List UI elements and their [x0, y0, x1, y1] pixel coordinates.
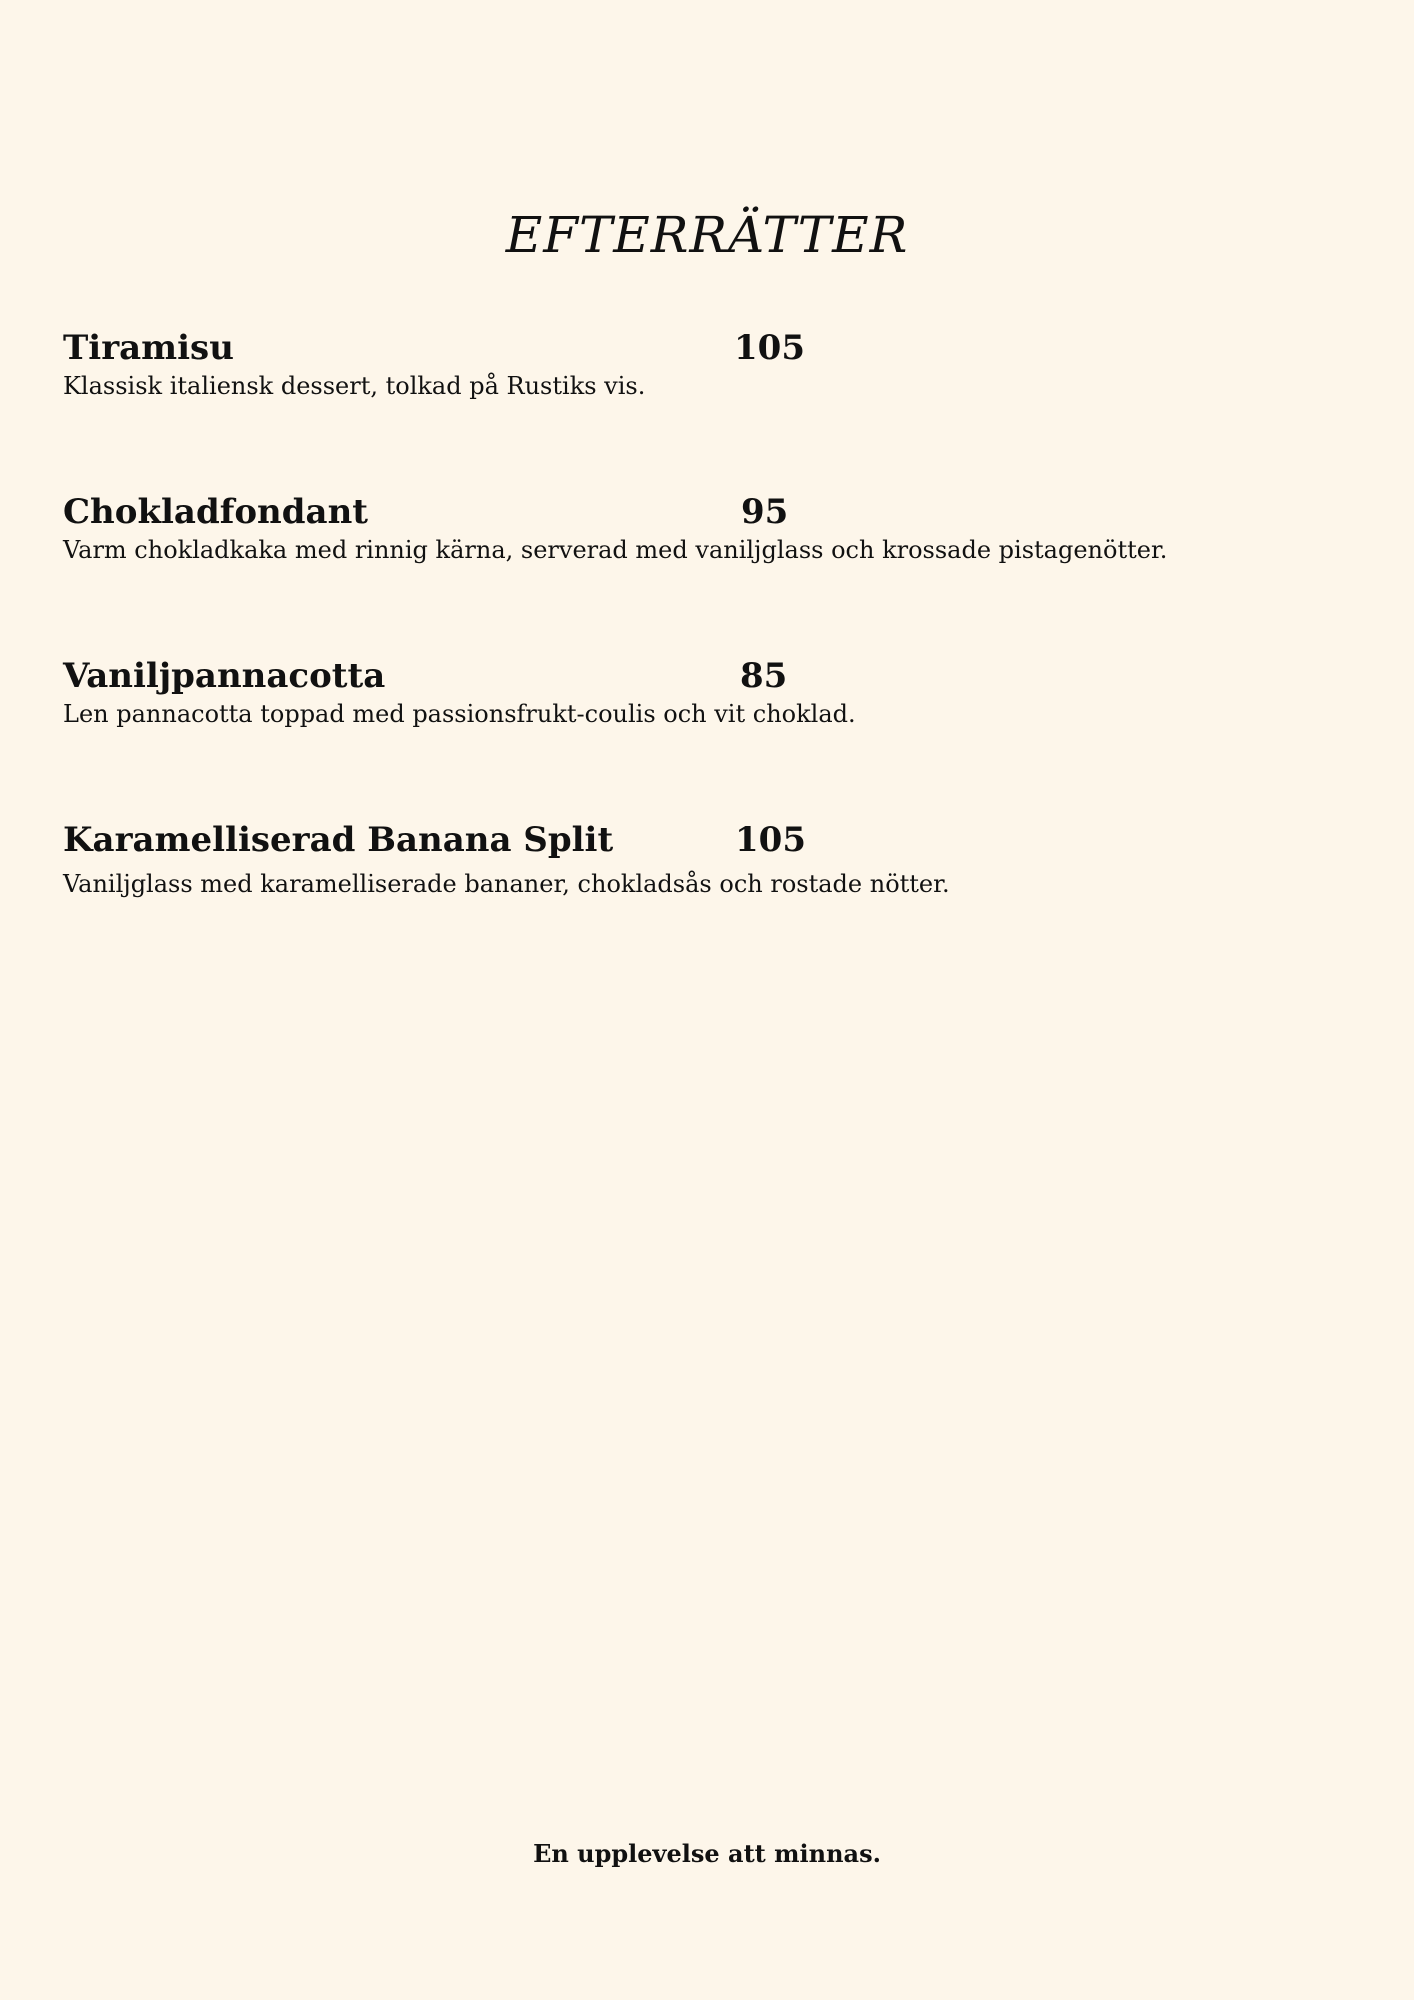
menu-item-description: Len pannacotta toppad med passionsfrukt-coulis och vit choklad. [63, 700, 856, 728]
menu-item-description: Vaniljglass med karamelliserade bananer, chokladsås och rostade nötter. [63, 870, 950, 898]
menu-item-description: Varm chokladkaka med rinnig kärna, serverad med vaniljglass och krossade pistagenötter. [63, 536, 1168, 564]
menu-item-name: Chokladfondant [63, 492, 368, 532]
menu-item-header [63, 818, 1363, 868]
menu-item-header [63, 326, 1363, 370]
menu-item-price: 105 [734, 328, 805, 368]
menu-item-name: Vaniljpannacotta [63, 656, 386, 696]
menu-item-header [63, 490, 1363, 534]
menu-item-chokladfondant [63, 490, 1363, 566]
menu-item-header [63, 654, 1363, 698]
menu-item-price: 95 [741, 492, 789, 532]
menu-item-name: Karamelliserad Banana Split [63, 820, 614, 860]
menu-item-description: Klassisk italiensk dessert, tolkad på Rustiks vis. [63, 372, 646, 400]
menu-item-price: 105 [735, 820, 806, 860]
menu-item-vaniljpannacotta [63, 654, 1363, 730]
menu-item-tiramisu [63, 326, 1363, 402]
menu-footer-tagline: En upplevelse att minnas. [533, 1839, 881, 1868]
menu-item-price: 85 [740, 656, 788, 696]
menu-item-banana-split [63, 818, 1363, 900]
menu-item-name: Tiramisu [63, 328, 234, 368]
menu-title: EFTERRÄTTER [505, 206, 909, 264]
